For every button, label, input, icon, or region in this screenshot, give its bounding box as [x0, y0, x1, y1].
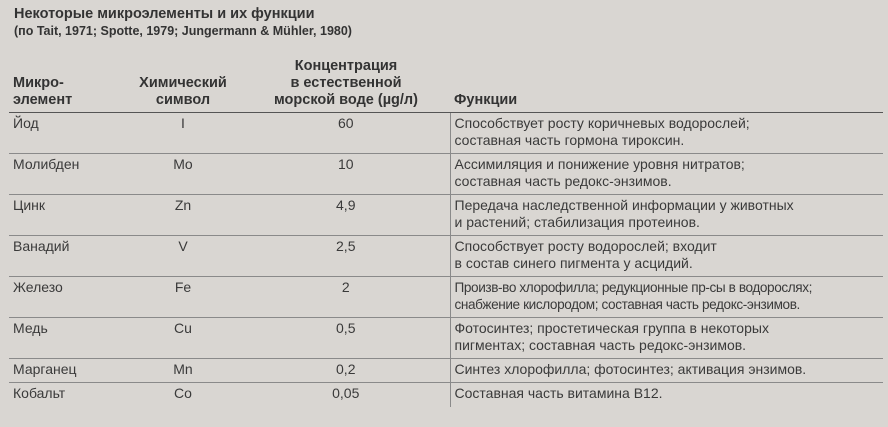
concentration-value: 2,5 [242, 236, 450, 277]
functions-cell [450, 318, 883, 359]
functions-cell [450, 359, 883, 383]
functions-cell [450, 195, 883, 236]
functions-cell [450, 154, 883, 195]
function-line: Синтез хлорофилла; фотосинтез; активация энзимов. [454, 361, 807, 377]
functions-cell [450, 236, 883, 277]
function-line: снабжение кислородом; составная часть редокс-энзимов. [454, 297, 800, 312]
table-row [9, 383, 883, 407]
table-row [9, 277, 883, 318]
element-name: Йод [9, 113, 124, 154]
table-row [9, 359, 883, 383]
concentration-value: 10 [242, 154, 450, 195]
element-name: Ванадий [9, 236, 124, 277]
header-element: Микро- элемент [9, 58, 124, 113]
table-row [9, 236, 883, 277]
element-name: Марганец [9, 359, 124, 383]
chemical-symbol: Co [174, 385, 192, 401]
element-name: Кобальт [13, 385, 66, 401]
chemical-symbol: Mn [124, 359, 242, 383]
table-row [9, 113, 883, 154]
table-row [9, 318, 883, 359]
function-line: Фотосинтез; простетическая группа в некоторых [454, 320, 769, 336]
caption-sources: (по Tait, 1971; Spotte, 1979; Jungermann & Mühler, 1980) [14, 24, 352, 38]
table-row [9, 154, 883, 195]
function-line: Составная часть витамина B12. [454, 385, 663, 401]
functions-cell [450, 113, 883, 154]
table-row [9, 195, 883, 236]
table-caption [14, 6, 352, 40]
header-concentration: Концентрация в естественной морской воде (µg/л) [242, 58, 450, 113]
concentration-value: 60 [242, 113, 450, 154]
microelements-table [9, 58, 883, 407]
element-name: Молибден [9, 154, 124, 195]
concentration-value: 0,5 [242, 318, 450, 359]
header-functions: Функции [450, 58, 883, 113]
function-line: пигментах; составная часть редокс-энзимов. [454, 337, 747, 353]
function-line: Произв-во хлорофилла; редукционные пр-сы в водорослях; [454, 280, 813, 295]
header-row [9, 58, 883, 113]
functions-cell [450, 277, 883, 318]
chemical-symbol: Zn [124, 195, 242, 236]
function-line: составная часть редокс-энзимов. [454, 173, 672, 189]
function-line: и растений; стабилизация протеинов. [454, 214, 700, 230]
function-line: Способствует росту водорослей; входит [454, 238, 717, 254]
chemical-symbol: Fe [124, 277, 242, 318]
concentration-value: 2 [242, 277, 450, 318]
caption-title: Некоторые микроэлементы и их функции [14, 6, 315, 22]
chemical-symbol: Cu [124, 318, 242, 359]
header-symbol: Химический символ [124, 58, 242, 113]
function-line: составная часть гормона тироксин. [454, 132, 685, 148]
chemical-symbol: Mo [124, 154, 242, 195]
chemical-symbol: V [124, 236, 242, 277]
function-line: Ассимиляция и понижение уровня нитратов; [454, 156, 745, 172]
concentration-value: 0,2 [242, 359, 450, 383]
concentration-value: 4,9 [242, 195, 450, 236]
function-line: Способствует росту коричневых водорослей; [454, 115, 750, 131]
element-name: Медь [9, 318, 124, 359]
function-line: Передача наследственной информации у животных [454, 197, 794, 213]
concentration-value: 0,05 [332, 385, 360, 401]
element-name: Железо [9, 277, 124, 318]
element-name: Цинк [9, 195, 124, 236]
chemical-symbol: I [124, 113, 242, 154]
function-line: в состав синего пигмента у асцидий. [454, 255, 693, 271]
functions-cell [450, 383, 883, 407]
